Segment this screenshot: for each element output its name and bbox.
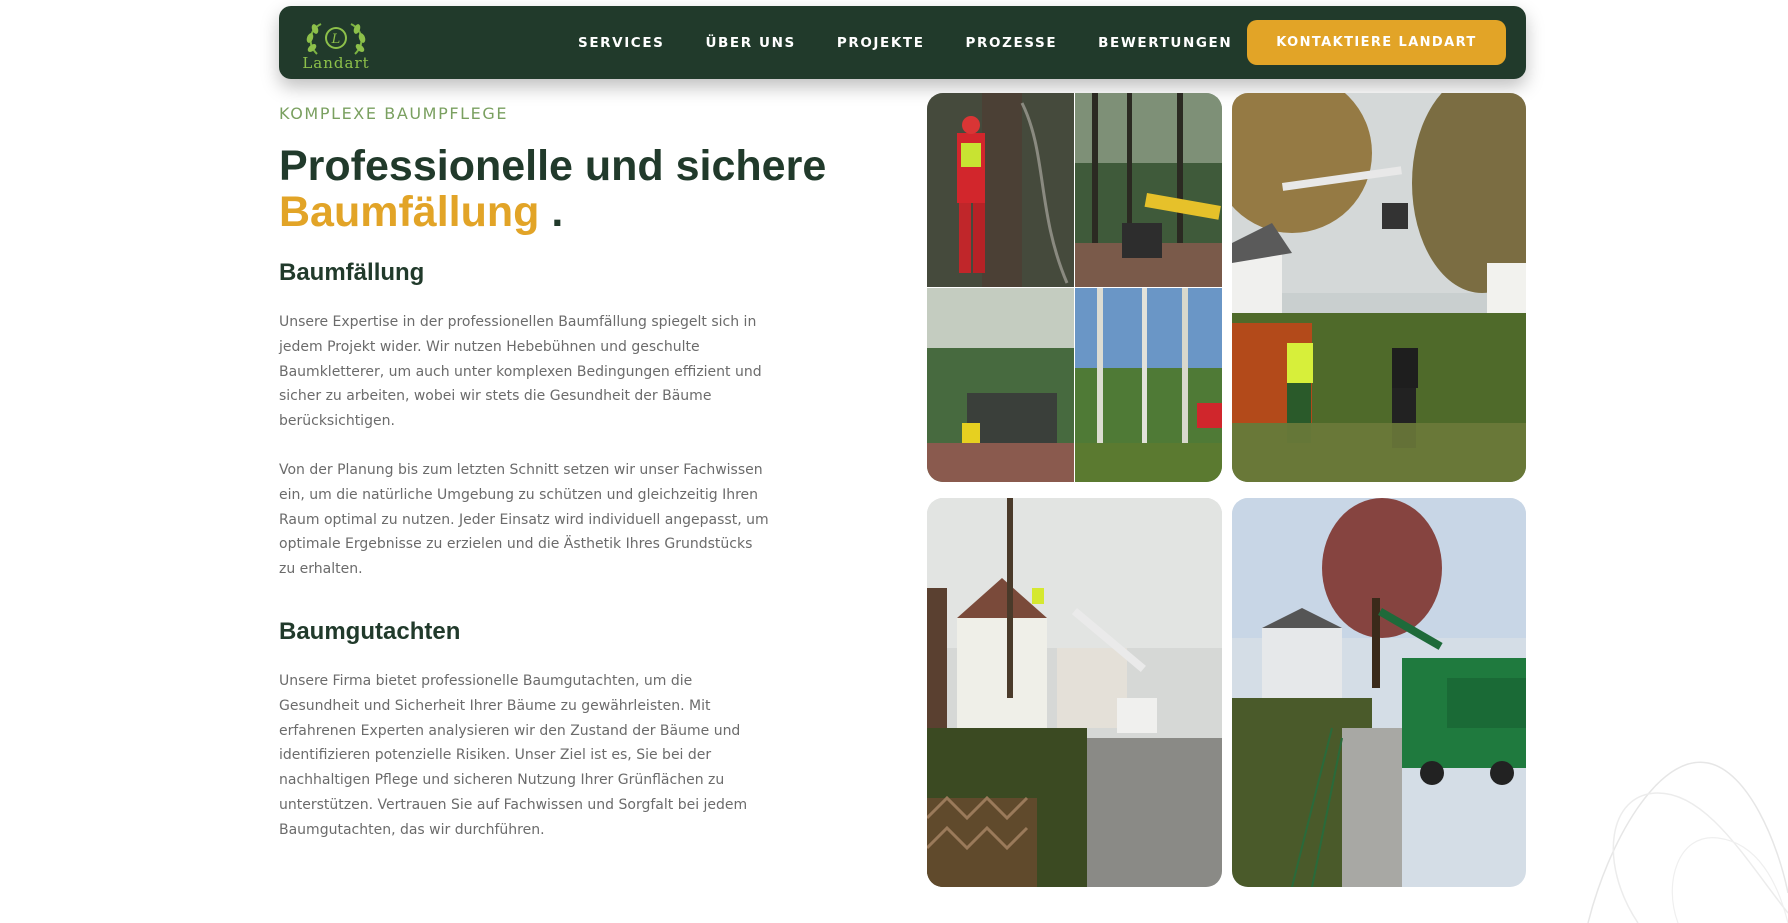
contact-cta-button[interactable]: KONTAKTIERE LANDART xyxy=(1247,20,1506,65)
page-headline xyxy=(279,143,839,235)
headline-accent: Baumfällung xyxy=(279,188,540,236)
nav-link-ueber-uns[interactable]: ÜBER UNS xyxy=(705,34,796,51)
photo-lift-workers xyxy=(1232,93,1526,482)
nav-link-services[interactable]: SERVICES xyxy=(578,34,665,51)
nav-links xyxy=(578,6,1273,79)
section-eyebrow: KOMPLEXE BAUMPFLEGE xyxy=(279,104,509,123)
logo-text: Landart xyxy=(302,54,370,72)
heading-baumfaellung: Baumfällung xyxy=(279,259,425,286)
headline-text: Professionelle und sichere xyxy=(279,142,827,190)
heading-baumgutachten: Baumgutachten xyxy=(279,618,461,645)
photo-crane-truck xyxy=(1232,498,1526,887)
nav-link-prozesse[interactable]: PROZESSE xyxy=(965,34,1058,51)
paragraph-baumfaellung-2: Von der Planung bis zum letzten Schnitt setzen wir unser Fachwissen ein, um die natürliche Umgebung zu schützen und gleichzeitig Ihren Raum optimal zu nutzen. Jeder Einsatz wird individuell angepasst, um optimale Ergebnisse zu erzielen und die Ästhetik Ihres Grundstücks zu erhalten. xyxy=(279,462,769,578)
photo-street-lift xyxy=(927,498,1222,887)
nav-link-projekte[interactable]: PROJEKTE xyxy=(836,34,925,51)
photo-collage-tree-work xyxy=(927,93,1222,482)
top-navbar xyxy=(279,6,1526,79)
logo-letter: L xyxy=(331,32,341,47)
headline-end: . xyxy=(539,188,564,236)
landart-logo[interactable] xyxy=(295,14,377,74)
nav-link-bewertungen[interactable]: BEWERTUNGEN xyxy=(1098,34,1233,51)
paragraph-baumgutachten: Unsere Firma bietet professionelle Baumgutachten, um die Gesundheit und Sicherheit Ihrer Bäume zu gewährleisten. Mit erfahrenen Experten analysieren wir den Zustand der Bäume und identifizieren potenzielle Risiken. Unser Ziel ist es, Sie bei der nachhaltigen Pflege und sicheren Nutzung Ihrer Grünflächen zu unterstützen. Vertrauen Sie auf Fachwissen und Sorgfalt bei jedem Baumgutachten, das wir durchführen. xyxy=(279,673,748,838)
paragraph-baumfaellung-1: Unsere Expertise in der professionellen Baumfällung spiegelt sich in jedem Projekt wider. Wir nutzen Hebebühnen und geschulte Baumkletterer, um auch unter komplexen Bedingungen effizient und sicher zu arbeiten, wobei wir stets die Gesundheit der Bäume berücksichtigen. xyxy=(279,314,762,430)
